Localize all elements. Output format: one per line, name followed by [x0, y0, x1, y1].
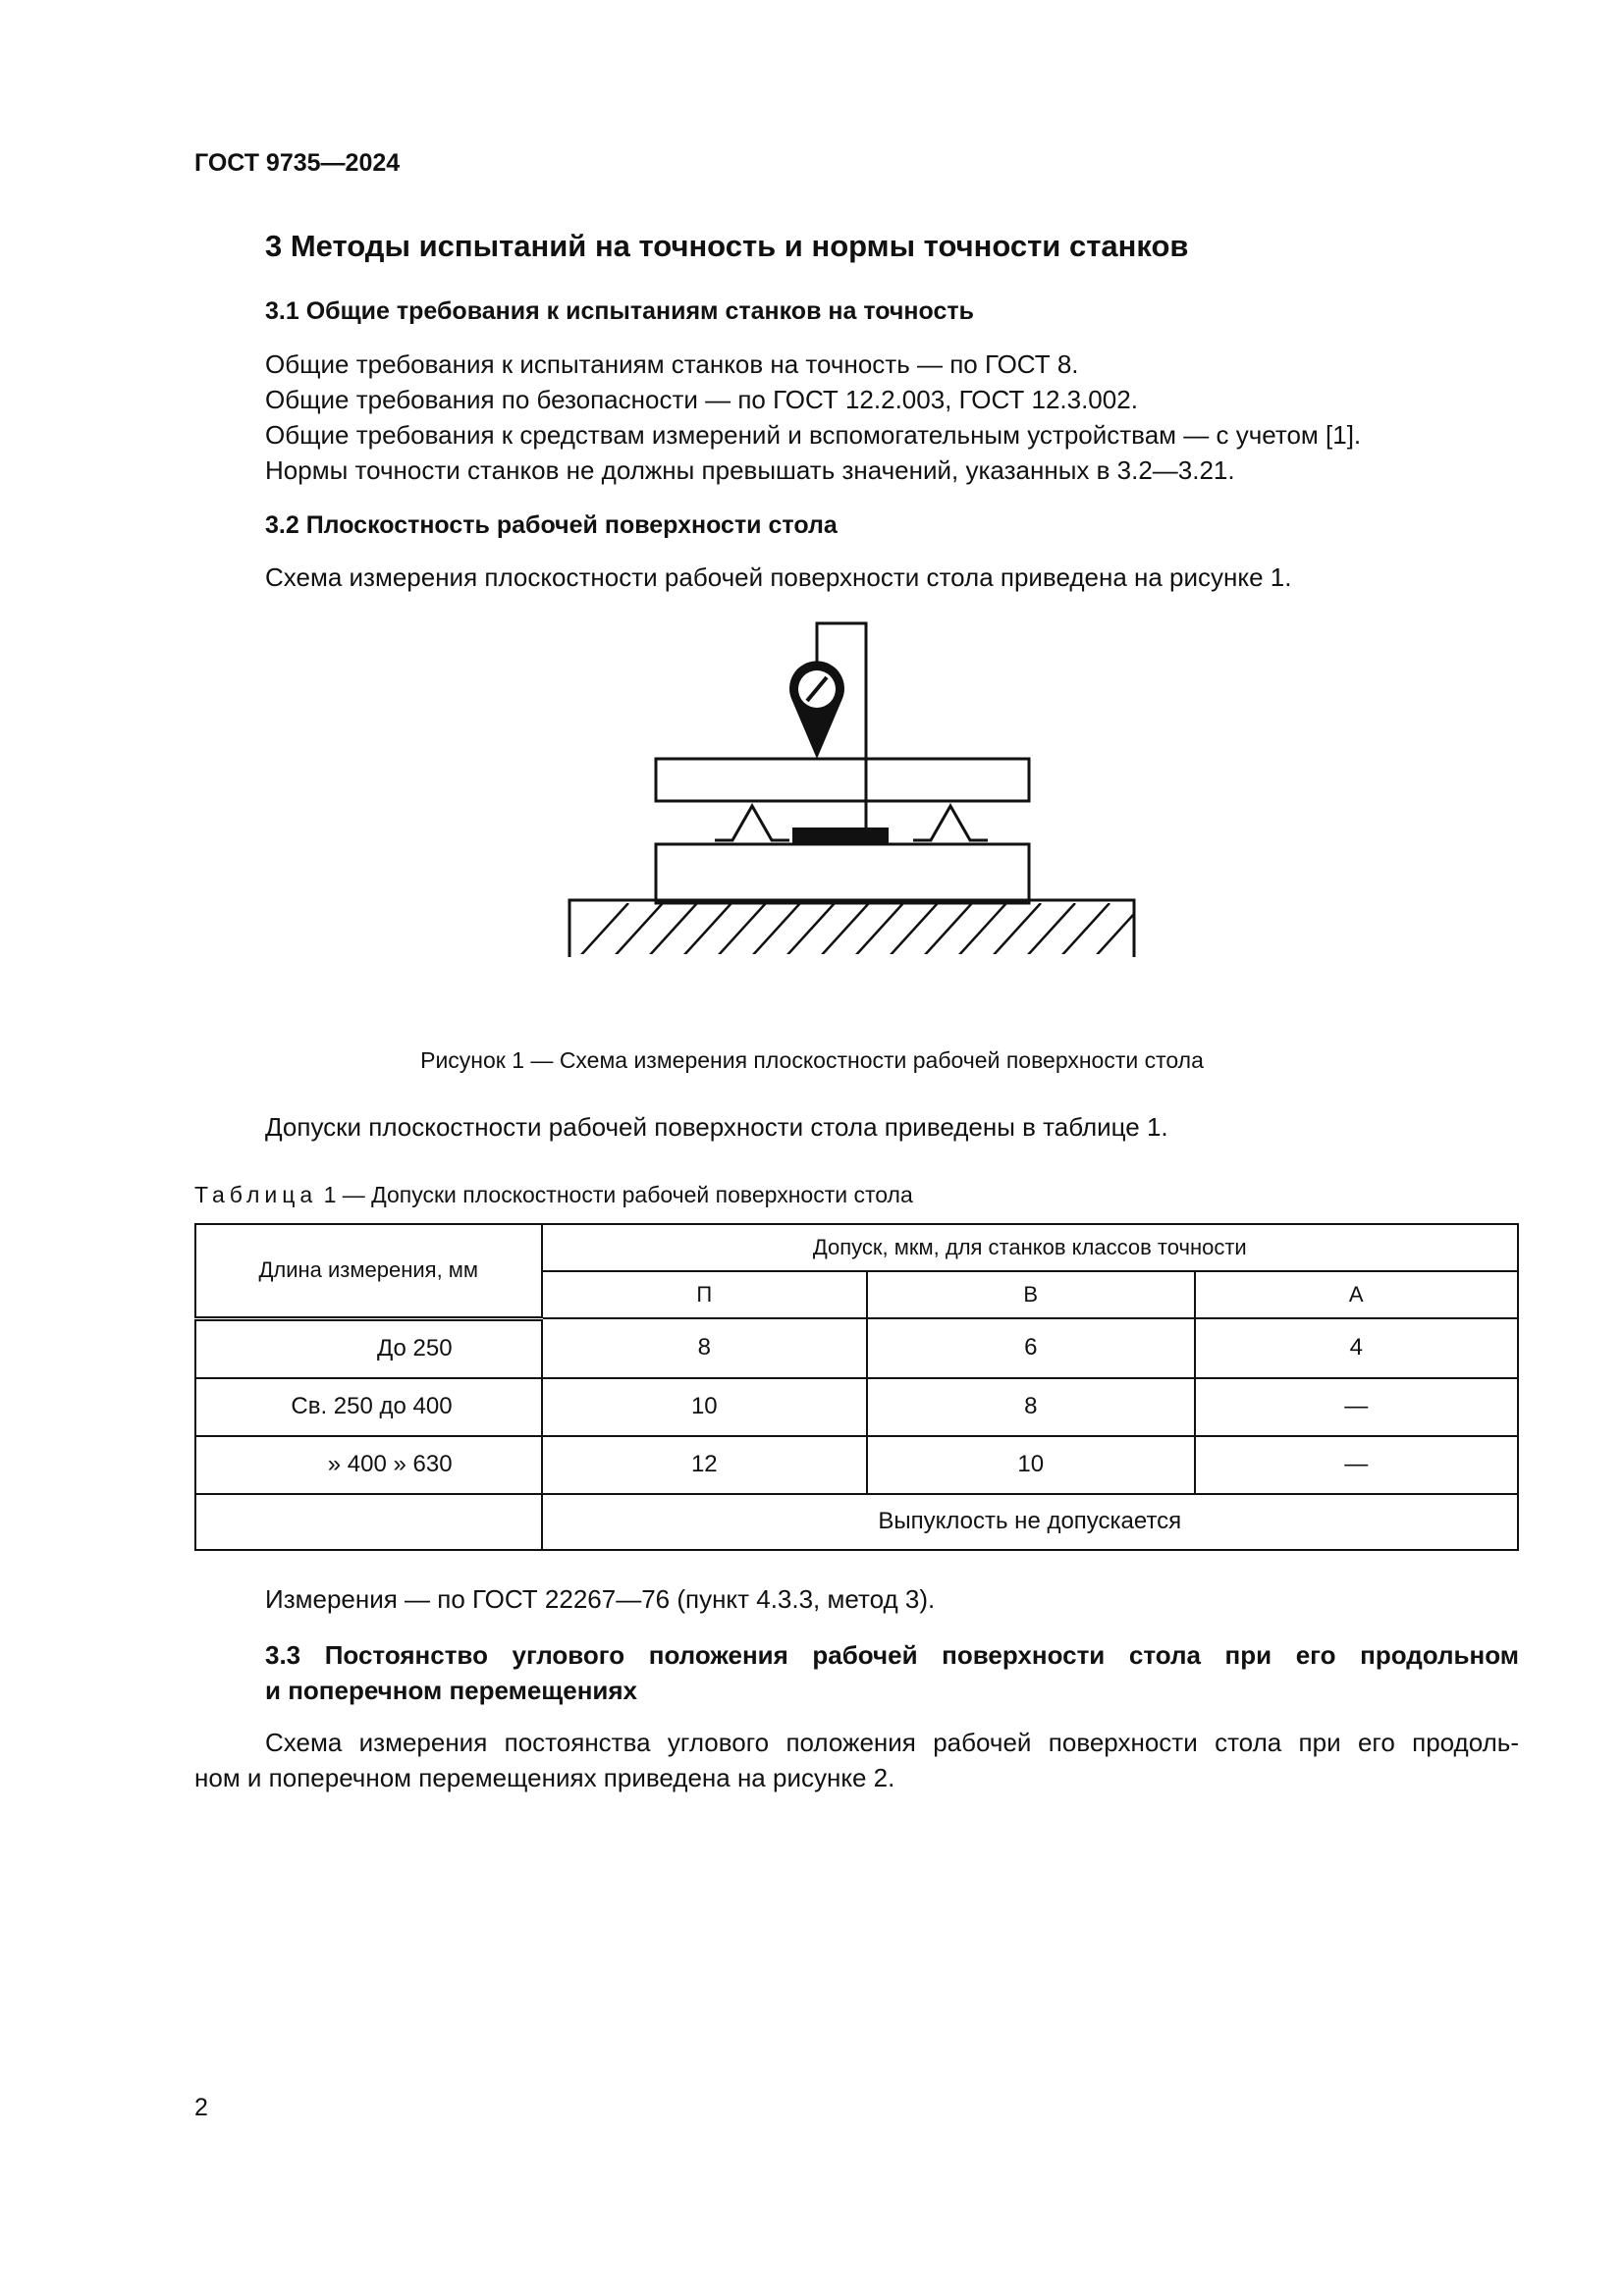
figure-1-caption: Рисунок 1 — Схема измерения плоскостности рабочей поверхности стола	[420, 1047, 1204, 1073]
row-value: —	[1195, 1378, 1519, 1436]
header-tolerance: Допуск, мкм, для станков классов точности	[542, 1224, 1518, 1271]
empty-length-cell	[195, 1494, 542, 1550]
header-length: Длина измерения, мм	[195, 1224, 542, 1318]
row-value: 10	[867, 1436, 1194, 1494]
row-value: 12	[542, 1436, 867, 1494]
section-3-1-title: 3.1 Общие требования к испытаниям станков на точность	[265, 297, 974, 325]
header-class-v: В	[867, 1271, 1194, 1318]
s31-line-4: Нормы точности станков не должны превышать значений, указанных в 3.2—3.21.	[265, 455, 1235, 485]
header-class-a: А	[1195, 1271, 1519, 1318]
page-number: 2	[194, 2094, 208, 2121]
section-3-title: 3 Методы испытаний на точность и нормы точности станков	[265, 229, 1189, 263]
table-caption-text: 1 — Допуски плоскостности рабочей поверхности стола	[317, 1182, 913, 1207]
document-id: ГОСТ 9735—2024	[194, 149, 401, 177]
row-length: До 250	[195, 1318, 542, 1378]
table-row	[195, 1436, 1518, 1494]
table-row	[195, 1378, 1518, 1436]
section-3-3-title-line-2: и поперечном перемещениях	[265, 1676, 638, 1705]
table-caption-word: Таблица	[194, 1182, 318, 1207]
s33-paragraph-line-1: Схема измерения постоянства углового положения рабочей поверхности стола при его продоль-	[265, 1728, 1519, 1757]
dial-indicator-icon	[789, 661, 844, 759]
tolerance-table	[194, 1223, 1519, 1551]
table-row	[195, 1318, 1518, 1378]
table-note: Выпуклость не допускается	[542, 1494, 1518, 1550]
s31-line-3: Общие требования к средствам измерений и вспомогательным устройствам — с учетом [1].	[265, 420, 1362, 450]
section-3-3-title-line-1: 3.3 Постоянство углового положения рабочей поверхности стола при его продольном	[265, 1640, 1519, 1670]
row-length: Св. 250 до 400	[195, 1378, 542, 1436]
row-value: 6	[867, 1318, 1194, 1378]
s32-intro: Схема измерения плоскостности рабочей поверхности стола приведена на рисунке 1.	[265, 562, 1292, 592]
left-support	[715, 806, 789, 840]
row-value: 4	[1195, 1318, 1519, 1378]
row-value: 8	[867, 1378, 1194, 1436]
s32-table-reference: Допуски плоскостности рабочей поверхности стола приведены в таблице 1.	[265, 1112, 1168, 1142]
ground-hatching	[579, 903, 1144, 957]
s31-line-1: Общие требования к испытаниям станков на точность — по ГОСТ 8.	[265, 349, 1079, 379]
figure-1-measurement-scheme	[560, 618, 1149, 962]
gauge-block	[792, 828, 889, 843]
row-value: 8	[542, 1318, 867, 1378]
row-value: 10	[542, 1378, 867, 1436]
row-value: —	[1195, 1436, 1519, 1494]
row-length: » 400 » 630	[195, 1436, 542, 1494]
s31-line-2: Общие требования по безопасности — по ГОСТ 12.2.003, ГОСТ 12.3.002.	[265, 385, 1138, 414]
table-block	[656, 844, 1029, 903]
section-3-2-title: 3.2 Плоскостность рабочей поверхности стола	[265, 511, 838, 539]
header-class-p: П	[542, 1271, 867, 1318]
s33-paragraph-line-2: ном и поперечном перемещениях приведена на рисунке 2.	[194, 1763, 895, 1792]
right-support	[913, 806, 988, 840]
s32-measurement-note: Измерения — по ГОСТ 22267—76 (пункт 4.3.3, метод 3).	[265, 1584, 936, 1614]
upper-straightedge	[656, 759, 1029, 801]
table-1-caption	[194, 1182, 913, 1208]
